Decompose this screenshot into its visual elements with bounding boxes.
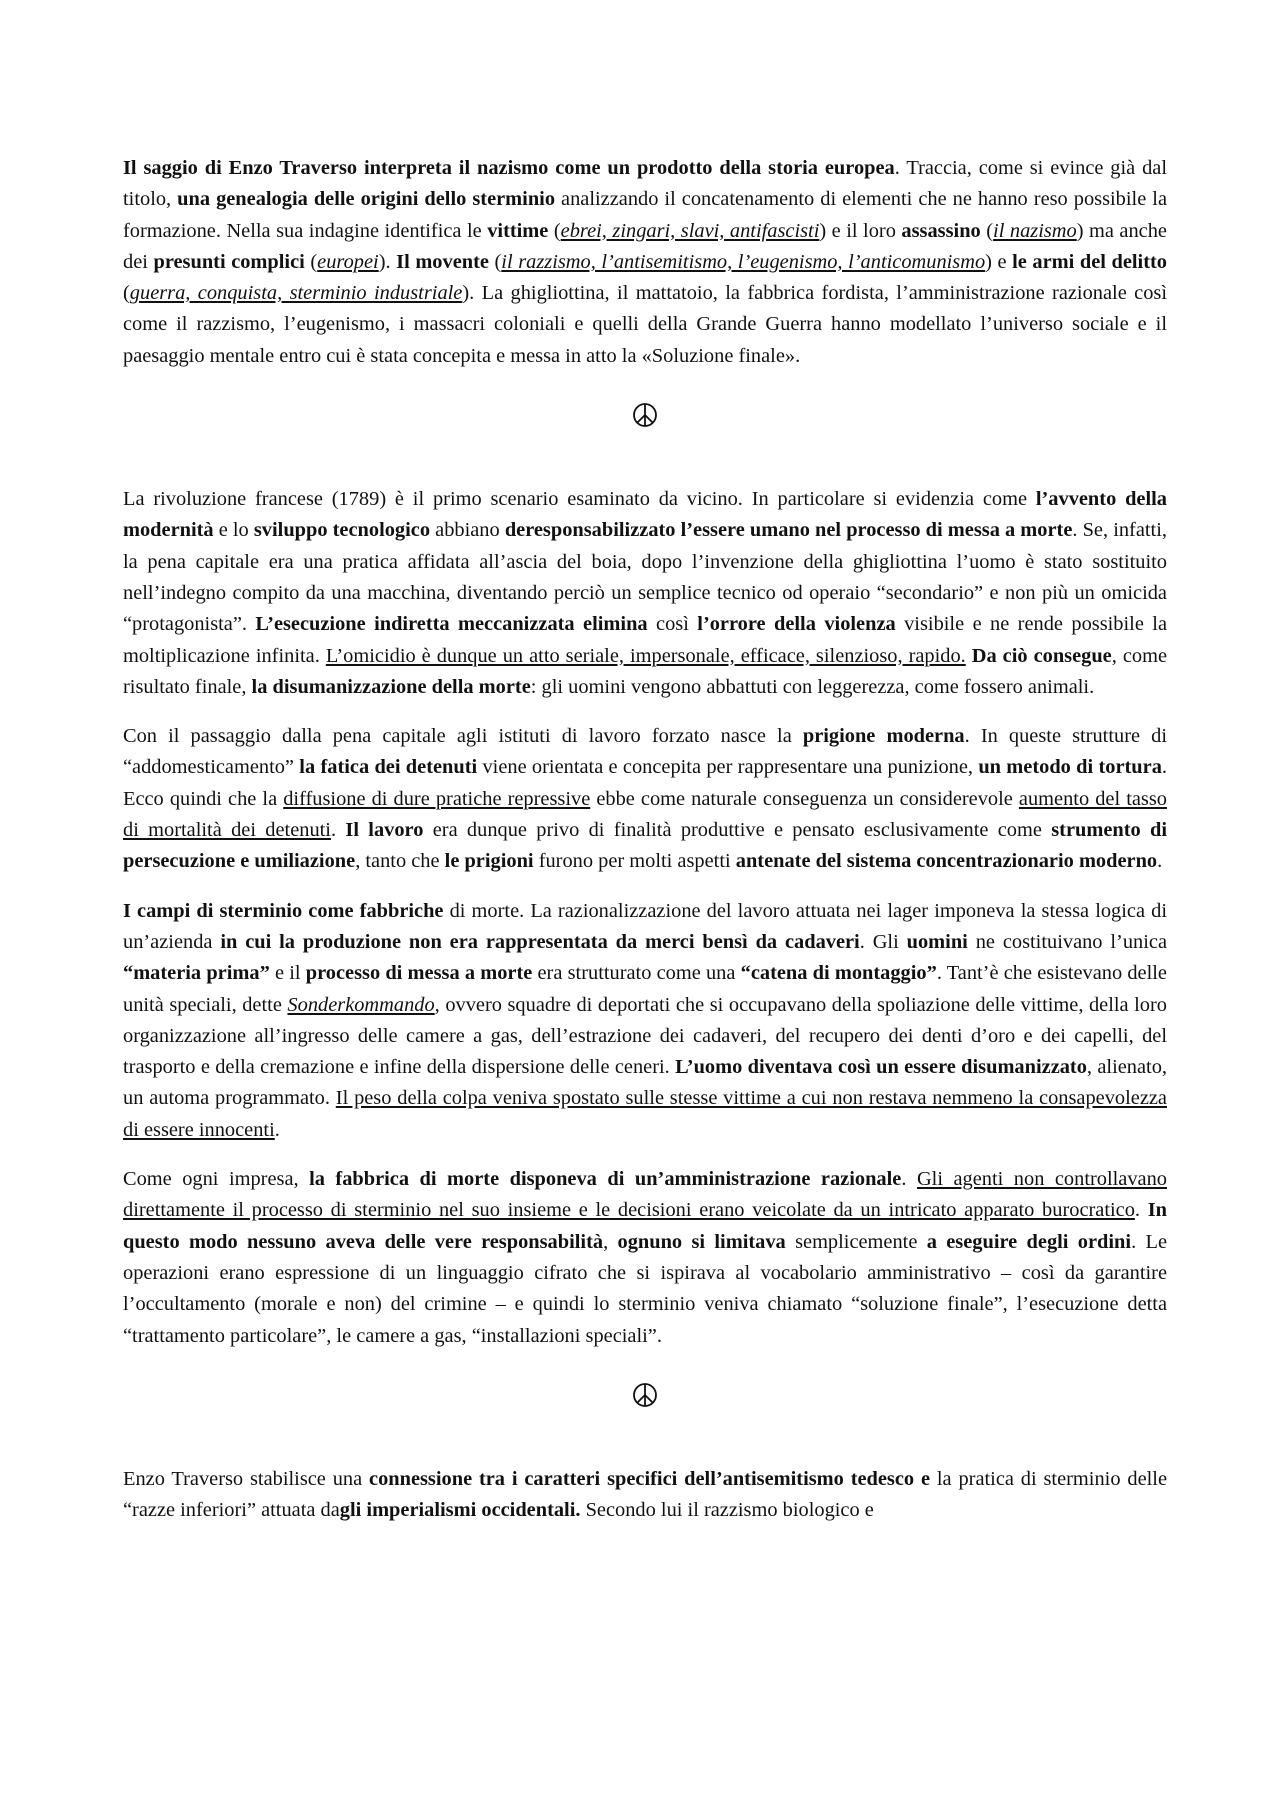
text-run: le armi del delitto xyxy=(1012,250,1167,273)
text-run: . Le operazioni erano espressione di un linguaggio cifrato che si ispirava al vocabolario amministrativo – così da garantire l’occultamento (morale e non) del crimine – e quindi lo sterminio veniva chiamato “soluzione finale”, l’esecuzione detta “trattamento particolare”, le camere a gas, “installazioni speciali”. xyxy=(123,1230,1167,1347)
text-run: una genealogia delle origini dello sterminio xyxy=(177,188,556,211)
text-run: analizzando il concatenamento di elementi che ne hanno reso possibile la formazione. Nella sua indagine identifica le xyxy=(123,188,1167,242)
text-run: ) ma anche dei xyxy=(123,219,1167,273)
text-run: In questo modo nessuno aveva delle vere responsabilità xyxy=(123,1199,1167,1253)
text-run: ). La ghigliottina, il mattatoio, la fabbrica fordista, l’amministrazione razionale così come il razzismo, l’eugenismo, i massacri coloniali e quelli della Grande Guerra hanno modellato l’universo sociale e il paesaggio mentale entro cui è stata concepita e messa in atto la «Soluzione finale». xyxy=(123,282,1167,367)
text-run: furono per molti aspetti xyxy=(533,850,736,873)
text-run: era dunque privo di finalità produttive e pensato esclusivamente come xyxy=(423,819,1052,842)
text-run: Da ciò consegue xyxy=(971,644,1112,667)
text-run: un metodo di tortura xyxy=(978,756,1162,779)
text-run: viene orientata e concepita per rappresentare una punizione, xyxy=(477,756,979,779)
document-page xyxy=(123,153,1167,1544)
text-run: : gli uomini vengono abbattuti con leggerezza, come fossero animali. xyxy=(530,675,1095,698)
text-run: “catena di montaggio” xyxy=(740,962,937,985)
text-run: a eseguire degli ordini xyxy=(926,1230,1132,1253)
text-run: presunti complici xyxy=(153,250,305,273)
text-run: e il xyxy=(269,962,306,985)
text-run: la fatica dei detenuti xyxy=(299,756,478,779)
text-run: . xyxy=(1157,850,1163,873)
text-run: . Ecco quindi che la xyxy=(123,756,1167,810)
text-run: , come risultato finale, xyxy=(123,644,1167,698)
text-run: Sonderkommando xyxy=(287,993,435,1016)
text-run: aumento del tasso di mortalità dei detenuti xyxy=(123,787,1167,842)
text-run: La rivoluzione francese (1789) è il primo scenario esaminato da vicino. In particolare si evidenzia come xyxy=(123,488,1036,511)
text-run: connessione tra i caratteri specifici dell’antisemitismo tedesco e xyxy=(369,1467,931,1490)
text-run: . xyxy=(901,1168,917,1191)
text-run: . Tant’è che esistevano delle unità speciali, dette xyxy=(123,962,1167,1016)
text-run: il nazismo xyxy=(993,219,1077,242)
text-run: uomini xyxy=(906,930,968,953)
text-run: L’uomo diventava così un essere disumanizzato xyxy=(675,1056,1087,1079)
text-run: gli imperialismi occidentali. xyxy=(339,1499,581,1522)
text-run: era strutturato come una xyxy=(532,962,741,985)
paragraph-campi xyxy=(123,896,1167,1146)
text-run: la disumanizzazione della morte xyxy=(251,675,531,698)
paragraph-intro xyxy=(123,153,1167,372)
text-run: . xyxy=(330,819,346,842)
text-run: così xyxy=(647,613,698,636)
peace-symbol-icon xyxy=(632,402,658,428)
text-run: Secondo lui il razzismo biologico e xyxy=(580,1499,874,1522)
text-run: . xyxy=(274,1118,280,1141)
text-run: , alienato, un automa programmato. xyxy=(123,1056,1167,1110)
text-run: ne costituivano l’unica xyxy=(967,930,1167,953)
text-run: ( xyxy=(548,219,561,242)
text-run: sviluppo tecnologico xyxy=(253,519,431,542)
text-run: diffusione di dure pratiche repressive xyxy=(283,787,591,810)
text-run: la pratica di sterminio delle “razze inferiori” attuata da xyxy=(123,1467,1167,1522)
text-run: guerra, conquista, sterminio industriale xyxy=(129,282,463,305)
text-run: europei xyxy=(317,250,379,273)
text-run: L’omicidio è dunque un atto seriale, impersonale, efficace, silenzioso, rapido. xyxy=(325,644,966,667)
text-run: ebrei, zingari, slavi, antifascisti xyxy=(560,219,820,242)
text-run: Come ogni impresa, xyxy=(123,1168,310,1191)
text-run: ) e xyxy=(985,250,1013,273)
text-run: Enzo Traverso stabilisce una xyxy=(123,1467,370,1490)
text-run: Il saggio di Enzo Traverso interpreta il nazismo come un prodotto della storia europea xyxy=(123,157,895,179)
text-run: ( xyxy=(488,250,502,273)
text-run: prigione moderna xyxy=(802,725,965,748)
text-run: I campi di sterminio come fabbriche xyxy=(123,899,444,922)
text-run: . In queste strutture di “addomesticamento” xyxy=(123,725,1167,779)
text-run: le prigioni xyxy=(444,850,534,873)
text-run: , xyxy=(603,1230,618,1253)
text-run: ognuno si limitava xyxy=(617,1230,786,1253)
text-run: vittime xyxy=(487,219,549,242)
text-run: antenate del sistema concentrazionario moderno xyxy=(735,850,1158,873)
text-run: “materia prima” xyxy=(123,962,270,985)
text-run: visibile e ne rende possibile la moltiplicazione infinita. xyxy=(123,613,1168,667)
text-run: ( xyxy=(980,219,994,242)
text-run: in cui la produzione non era rappresentata da merci bensì da cadaveri xyxy=(220,930,860,953)
text-run: ( xyxy=(304,250,318,273)
text-run: Con il passaggio dalla pena capitale agli istituti di lavoro forzato nasce la xyxy=(123,725,803,748)
text-run: . xyxy=(1134,1199,1148,1222)
paragraph-impresa xyxy=(123,1164,1167,1352)
text-run: il razzismo, l’antisemitismo, l’eugenismo, l’anticomunismo xyxy=(501,250,986,273)
text-run: l’orrore della violenza xyxy=(697,613,896,636)
text-run: l’avvento della modernità xyxy=(123,488,1168,542)
section-separator xyxy=(123,390,1167,440)
text-run: L’esecuzione indiretta meccanizzata elimina xyxy=(255,613,648,636)
paragraph-connessione xyxy=(123,1464,1167,1527)
paragraph-rivoluzione xyxy=(123,484,1167,703)
text-run: strumento di persecuzione e umiliazione xyxy=(123,819,1168,873)
text-run: Il peso della colpa veniva spostato sulle stesse vittime a cui non restava nemmeno la consapevolezza di essere innocenti xyxy=(123,1087,1167,1141)
text-run: ) e il loro xyxy=(819,219,902,242)
text-run: . Traccia, come si evince già dal titolo, xyxy=(123,157,1168,211)
text-run: Gli agenti non controllavano direttamente il processo di sterminio nel suo insieme e le decisioni erano veicolate da un intricato apparato burocratico xyxy=(123,1168,1167,1222)
text-run: deresponsabilizzato l’essere umano nel processo di messa a morte xyxy=(504,519,1073,542)
text-run: , tanto che xyxy=(355,850,445,873)
text-run: ). xyxy=(378,250,397,273)
text-run: di morte. La razionalizzazione del lavoro attuata nei lager imponeva la stessa logica di un’azienda xyxy=(123,899,1167,953)
text-run: . Gli xyxy=(859,930,907,953)
text-run: . Se, infatti, la pena capitale era una pratica affidata all’ascia del boia, dopo l’invenzione della ghigliottina l’uomo è stato sostituito nell’indegno compito da una macchina, diventando perciò un semplice tecnico od operaio “secondario” e non più un omicida “protagonista”. xyxy=(123,519,1167,636)
text-run: processo di messa a morte xyxy=(305,962,533,985)
text-run: , ovvero squadre di deportati che si occupavano della spoliazione delle vittime, della loro organizzazione all’ingresso delle camere a gas, dell’estrazione dei cadaveri, del recupero dei denti d’oro e dei capelli, del trasporto e della cremazione e infine della dispersione delle ceneri. xyxy=(123,993,1167,1079)
text-run: e lo xyxy=(213,519,254,542)
text-run: semplicemente xyxy=(785,1230,927,1253)
text-run: Il movente xyxy=(396,250,489,273)
text-run: ( xyxy=(123,282,130,305)
text-run: la fabbrica di morte disponeva di un’amministrazione razionale xyxy=(309,1168,902,1191)
text-run: Il lavoro xyxy=(345,819,424,842)
text-run: abbiano xyxy=(430,519,505,542)
text-run: assassino xyxy=(901,219,981,242)
text-run: ebbe come naturale conseguenza un considerevole xyxy=(590,787,1019,810)
paragraph-prigione xyxy=(123,721,1167,877)
peace-symbol-icon xyxy=(632,1382,658,1408)
section-separator xyxy=(123,1370,1167,1420)
